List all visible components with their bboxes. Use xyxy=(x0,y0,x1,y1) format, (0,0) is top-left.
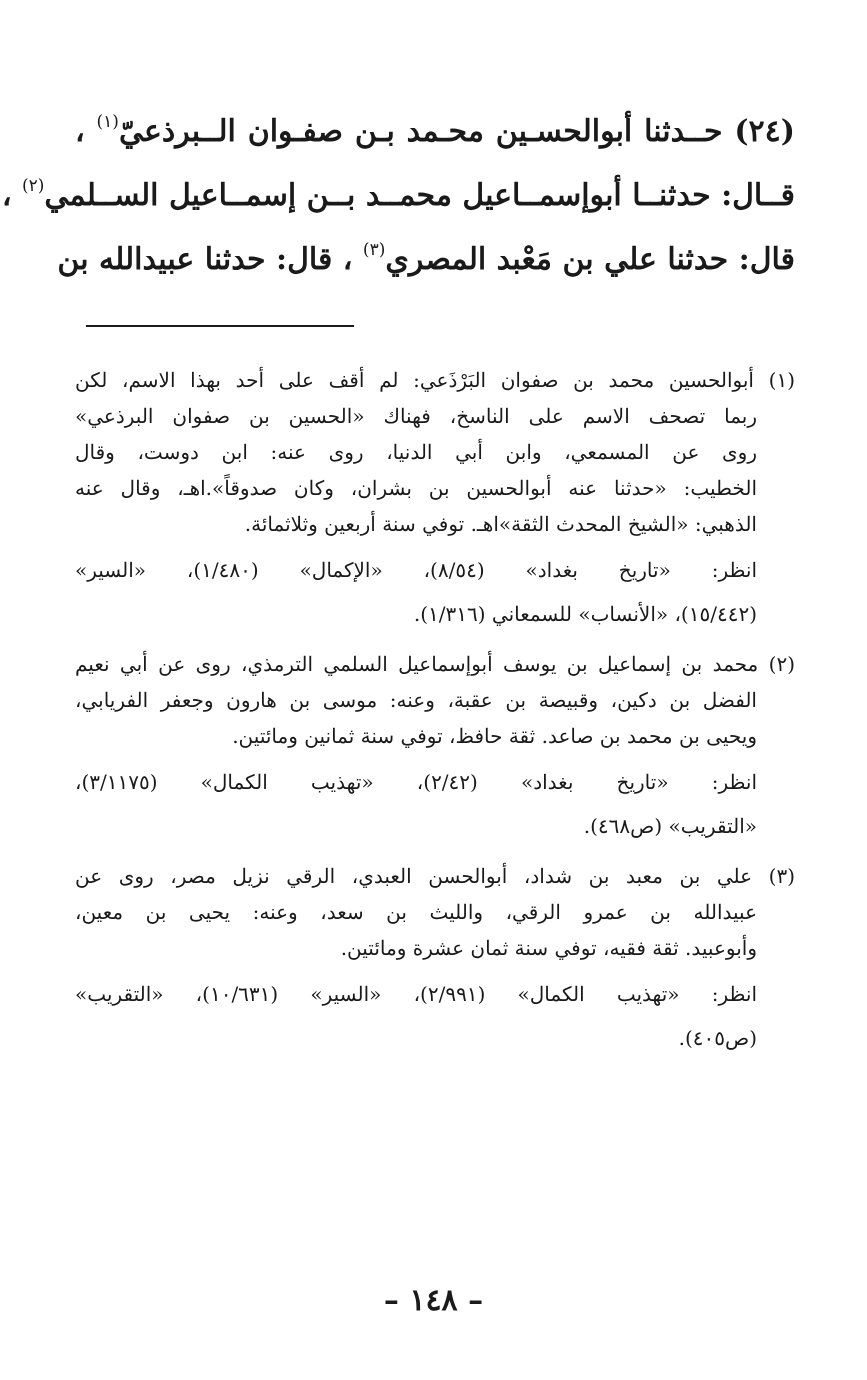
footnote-line: عبيدالله بن عمرو الرقي، والليث بن سعد، وعنه: يحيى بن معين، xyxy=(75,900,758,924)
footnotes xyxy=(75,362,795,1070)
footnote-line: وأبوعبيد. ثقة فقيه، توفي سنة ثمان عشرة ومائتين. xyxy=(340,936,757,960)
main-text-line-1 xyxy=(75,100,795,164)
hadith-number: (٢٤) xyxy=(734,114,795,149)
footnote-marker-1[interactable]: (١) xyxy=(96,112,119,132)
footnote-reference: (ص٤٠٥). xyxy=(678,1026,757,1050)
footnote-reference: (١٥/٤٤٢)، «الأنساب» للسمعاني (١/٣١٦). xyxy=(413,602,757,626)
footnote-3 xyxy=(75,858,795,1060)
footnote-line: (٣) علي بن معبد بن شداد، أبوالحسن العبدي، الرقي نزيل مصر، روى عن xyxy=(75,864,795,888)
footnote-line: (١) أبوالحسين محمد بن صفوان البَرْذَعي: لم أقف على أحد بهذا الاسم، لكن xyxy=(75,368,795,392)
footnote-line: ويحيى بن محمد بن صاعد. ثقة حافظ، توفي سنة ثمانين ومائتين. xyxy=(232,724,757,748)
footnote-line: (٢) محمد بن إسماعيل بن يوسف أبوإسماعيل السلمي الترمذي، روى عن أبي نعيم xyxy=(75,652,795,676)
footnote-reference: انظر: «تهذيب الكمال» (٢/٩٩١)، «السير» (١٠/٦٣١)، «التقريب» xyxy=(75,982,758,1006)
footnote-line: الفضل بن دكين، وقبيصة بن عقبة، وعنه: موسى بن هارون وجعفر الفريابي، xyxy=(75,688,757,712)
footnote-marker-3[interactable]: (٣) xyxy=(362,240,386,260)
footnote-line: الذهبي: «الشيخ المحدث الثقة»اهـ. توفي سنة أربعين وثلاثمائة. xyxy=(244,512,757,536)
main-text-line-3 xyxy=(57,228,795,292)
main-text-line-2 xyxy=(1,164,795,228)
footnote-reference: انظر: «تاريخ بغداد» (٢/٤٢)، «تهذيب الكمال» (٣/١١٧٥)، xyxy=(75,770,758,794)
main-line-3-end: ، قال: حدثنا عبيدالله بن xyxy=(57,242,363,277)
footnote-separator xyxy=(86,325,354,327)
footnote-line: ربما تصحف الاسم على الناسخ، فهناك «الحسين بن صفوان البرذعي» xyxy=(75,404,757,428)
footnote-line: الخطيب: «حدثنا عنه أبوالحسين بن بشران، وكان صدوقاً».اهـ، وقال عنه xyxy=(75,476,757,500)
footnote-1 xyxy=(75,362,795,636)
footnote-marker-2[interactable]: (٢) xyxy=(22,176,45,196)
main-line-2-text: قــال: حدثنــا أبوإسمــاعيل محمــد بــن إسمــاعيل الســلمي xyxy=(44,178,795,213)
main-line-1-text: حــدثنا أبوالحسـين محـمد بـن صفـوان الــبرذعيّ xyxy=(118,114,723,149)
footnote-reference: انظر: «تاريخ بغداد» (٨/٥٤)، «الإكمال» (١/٤٨٠)، «السير» xyxy=(75,558,758,582)
footnote-reference: «التقريب» (ص٤٦٨). xyxy=(583,814,757,838)
main-text xyxy=(1,100,795,292)
footnote-line: روى عن المسمعي، وابن أبي الدنيا، روى عنه: ابن دوست، وقال xyxy=(75,440,757,464)
main-line-1-end: ، xyxy=(75,114,97,149)
page-number: – ١٤٨ – xyxy=(383,1283,484,1318)
footnote-2 xyxy=(75,646,795,848)
main-line-3-text: قال: حدثنا علي بن مَعْبد المصري xyxy=(385,242,795,277)
main-line-2-end: ، xyxy=(1,178,22,213)
